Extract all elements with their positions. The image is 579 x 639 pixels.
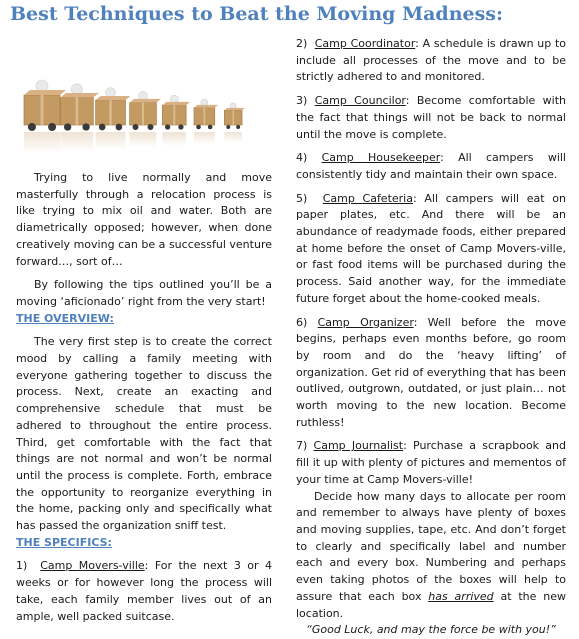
tip-1-text: : For the next 3 or 4 weeks or for however long the process will take, each family member lives out of an ample, well packed suitcase.	[16, 559, 272, 623]
moving-box-7	[224, 103, 245, 142]
wheel-icon	[208, 125, 213, 130]
page-title: Best Techniques to Beat the Moving Madness:	[10, 3, 504, 25]
wheel-icon	[148, 124, 154, 130]
tip-2-number: 2)	[296, 37, 308, 50]
tip-5-name: Camp Cafeteria	[322, 191, 413, 205]
specifics-heading	[16, 535, 272, 552]
overview-heading-colon: :	[109, 311, 114, 325]
box-flap-icon	[194, 105, 218, 108]
tip-6-text: : Well before the move begins, perhaps even months before, go room by room and do the ‘heavy lifting’ of organization. Get rid of everything that has been outlived, outgrown, outdated, or just plain… not worth moving to the new location. Become ruthless!	[296, 315, 566, 429]
wheel-icon	[226, 125, 230, 129]
box-tape-icon	[41, 95, 44, 125]
box-tape-icon	[233, 110, 234, 125]
tip-3-text: : Become comfortable with the fact that things will not be back to normal until the move is complete.	[296, 94, 566, 141]
tip-5	[296, 191, 566, 308]
wheel-icon	[64, 123, 71, 130]
moving-box-1	[24, 80, 66, 153]
overview-heading-text: THE OVERVIEW	[16, 311, 110, 325]
tip-6-number: 6)	[296, 315, 308, 329]
tip-3-name: Camp Councilor	[314, 94, 406, 108]
moving-box-6	[194, 99, 218, 144]
final-paragraph-start: Decide how many days to allocate per room and remember to always have plenty of boxes and moving supplies, tape, etc. And don’t forget to clearly and specifically label and number each and every box. Numbering and perhaps even taking photos of the boxes will help to assure that each box	[296, 489, 566, 603]
tip-7	[296, 438, 566, 488]
moving-box-5	[162, 95, 190, 146]
final-paragraph	[296, 489, 566, 623]
box-tape-icon	[173, 105, 175, 125]
box-reflection-icon	[60, 132, 93, 151]
final-paragraph-end: at the new location.	[296, 589, 566, 620]
box-flap-icon	[162, 102, 190, 105]
wheel-icon	[196, 125, 201, 130]
tip-1	[16, 558, 272, 625]
wheel-icon	[28, 123, 36, 131]
wheel-icon	[48, 123, 56, 131]
box-flap-icon	[60, 93, 98, 98]
tip-6	[296, 315, 566, 432]
tip-5-number: 5)	[296, 191, 308, 205]
box-reflection-icon	[194, 132, 215, 144]
tip-5-text: : All campers will eat on paper plates, etc. And there will be an abundance of readymade foods, either prepared at home before the onset of Camp Movers-ville, or fast food items will be purchased during the process. Said another way, for the immediate future forget about the home-cooked meals.	[296, 191, 567, 305]
tip-6-name: Camp Organizer	[317, 315, 414, 329]
tip-4-name: Camp Housekeeper	[321, 151, 441, 165]
tip-3-number: 3)	[296, 94, 308, 108]
intro-paragraph-1: Trying to live normally and move masterfully through a relocation process is like trying to mix oil and water. Both are diametrically opposed; however, when done creatively moving can be a successful venture forward…, sort of…	[16, 171, 272, 268]
left-column	[16, 170, 272, 625]
tip-2-name: Camp Coordinator	[314, 37, 416, 50]
tip-2	[296, 36, 566, 86]
wheel-icon	[82, 123, 89, 130]
moving-box-2	[60, 84, 98, 151]
tip-1-name: Camp Movers-ville	[40, 559, 145, 573]
tip-4-text: : All campers will consistently tidy and maintain their own space.	[296, 151, 566, 181]
closing-quote: “Good Luck, and may the force be with you!”	[306, 623, 556, 637]
box-tape-icon	[142, 103, 144, 125]
box-reflection-icon	[96, 132, 126, 149]
tip-7-name: Camp Journalist	[313, 439, 404, 453]
specifics-heading-colon: :	[107, 535, 112, 549]
moving-box-3	[96, 88, 131, 150]
box-flap-icon	[24, 90, 66, 95]
wheel-icon	[178, 124, 183, 129]
overview-paragraph: The very first step is to create the correct mood by calling a family meeting with everyone gathering together to discuss the process. Next, create an exacting and comprehensive schedule that must be adhered to throughout the entire process. Third, get comfortable with the fact that things are not normal and won’t be normal until the process is complete. Forth, embrace the opportunity to reorganize everything in the home, packing only and specifically what has passed the organization sniff test.	[16, 335, 272, 533]
box-tape-icon	[204, 108, 206, 125]
tip-2-text: : A schedule is drawn up to include all processes of the move and to be strictly adhered to and monitored.	[296, 37, 566, 84]
box-tape-icon	[109, 100, 111, 125]
box-reflection-icon	[24, 132, 60, 153]
wheel-icon	[99, 124, 106, 131]
moving-boxes-illustration	[10, 33, 275, 161]
tip-7-number: 7)	[296, 439, 308, 453]
final-paragraph-emphasis: has arrived	[428, 589, 494, 603]
box-flap-icon	[96, 96, 131, 100]
box-reflection-icon	[162, 132, 186, 146]
tip-4-number: 4)	[296, 151, 308, 165]
overview-heading	[16, 311, 272, 328]
box-flap-icon	[130, 99, 161, 103]
tip-3	[296, 93, 566, 143]
wheel-icon	[236, 125, 240, 129]
wheel-icon	[133, 124, 139, 130]
box-tape-icon	[76, 98, 79, 125]
box-reflection-icon	[224, 132, 242, 142]
specifics-heading-text: THE SPECIFICS	[16, 535, 108, 549]
intro-paragraph-2: By following the tips outlined you’ll be a moving ‘aficionado’ right from the very start!	[16, 278, 272, 308]
moving-box-4	[130, 91, 161, 147]
tip-7-text: : Purchase a scrapbook and fill it up with plenty of pictures and mementos of your time at Camp Movers-ville!	[296, 439, 566, 486]
tip-4	[296, 150, 566, 183]
right-column	[296, 36, 566, 639]
wheel-icon	[165, 124, 170, 129]
wheel-icon	[116, 124, 123, 131]
tip-1-number: 1)	[16, 559, 28, 573]
box-reflection-icon	[130, 132, 157, 148]
box-flap-icon	[224, 108, 245, 110]
